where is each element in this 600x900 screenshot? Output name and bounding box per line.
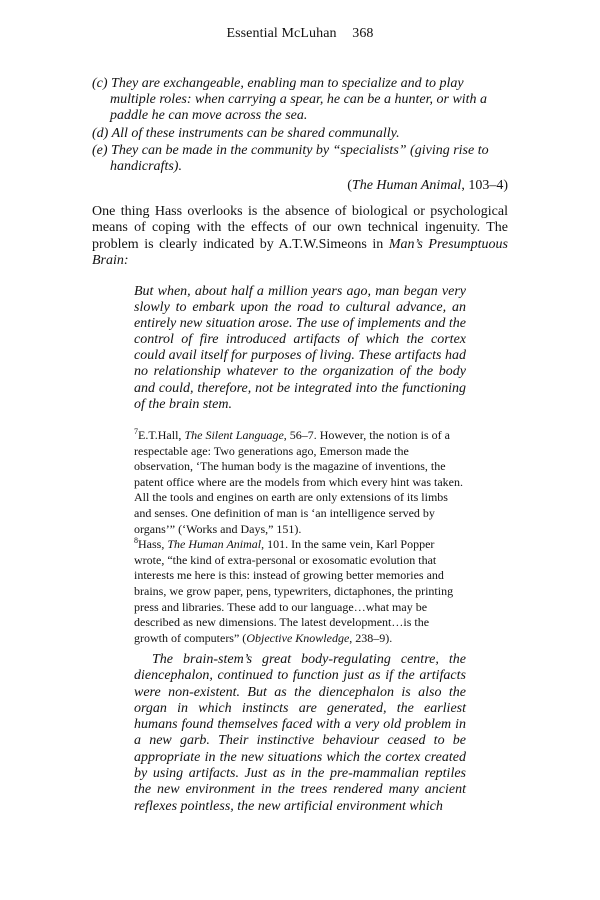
footnote-title: The Silent Language	[184, 428, 284, 442]
block-quote-diencephalon	[134, 652, 466, 815]
footnotes	[134, 428, 466, 646]
footnote	[134, 428, 466, 537]
footnote-text: , 56–7. However, the notion is of a respectable age: Two generations ago, Emerson made the observation, ‘The human body is the magazine of inventions, the patent office where are the models from which every hint was taken. All the tools and engines on earth are only extensions of its limbs and senses. One definition of man is ‘an intelligence served by organs’” (‘Works and Days,” 151).	[134, 428, 463, 536]
body-paragraph	[92, 204, 508, 270]
list-item-label: (e)	[92, 142, 108, 158]
list-item-label: (d)	[92, 125, 109, 141]
paragraph-text: One thing Hass overlooks is the absence of biological or psychological means of coping with the effects of our own technical ingenuity. The problem is clearly indicated by A.T.W.Simeons in	[92, 204, 508, 252]
running-header	[0, 26, 600, 42]
footnote-author: Hass,	[138, 537, 168, 552]
citation-pages: , 103–4)	[461, 178, 508, 193]
footnote-text: , 101. In the same vein, Karl Popper wrote, “the kind of extra-personal or exosomatic evolution that interests me here is this: instead of growing better memories and brains, we grow paper, pens, typewriters, dictaphones, the printing press and libraries. These add to our language…what may be described as new dimensions. The latest development…is the growth of computers” (	[134, 537, 454, 645]
instrument-properties-list	[92, 76, 512, 176]
citation-title: The Human Animal	[351, 178, 462, 193]
list-item	[92, 76, 512, 125]
paragraph-book-title: Man’s Presumptuous Brain:	[92, 236, 508, 269]
footnote-title-2: Objective Knowledge	[246, 630, 350, 645]
list-item-text: They are exchangeable, enabling man to specialize and to play multiple roles: when carrying a spear, he can be a hunter, or with a paddle he can move across the sea.	[110, 76, 488, 124]
footnote-number: 7	[134, 427, 138, 436]
list-item	[92, 143, 512, 175]
list-item-text: All of these instruments can be shared communally.	[111, 125, 400, 141]
list-item-label: (c)	[92, 76, 108, 91]
footnote	[134, 537, 466, 646]
list-item	[92, 126, 512, 142]
header-title: Essential McLuhan	[226, 26, 337, 41]
source-citation: (The Human Animal, 103–4)	[347, 178, 508, 193]
footnote-tail: , 238–9).	[349, 630, 393, 645]
list-item-text: They can be made in the community by “specialists” (giving rise to handicrafts).	[110, 142, 489, 175]
footnote-number: 8	[134, 536, 138, 546]
footnote-title: The Human Animal	[167, 537, 262, 552]
quote2-text: The brain-stem’s great body-regulating centre, the diencephalon, continued to function just as if the artifacts were non-existent. But as the diencephalon is also the organ in which instincts are generated, the earliest humans found themselves faced with a very old problem in a new garb. Their instinctive behaviour ceased to be appropriate in the new situations which the cortex created by using artifacts. Just as in the pre-mammalian reptiles the new environment in the trees rendered many ancient reflexes pointless, the new artificial environment which	[134, 652, 466, 814]
page-number: 368	[352, 26, 374, 41]
footnote-author: E.T.Hall,	[138, 428, 185, 442]
block-quote-simeons: But when, about half a million years ago, man began very slowly to embark upon the road to cultural advance, an entirely new situation arose. The use of implements and the control of fire introduced artifacts of which the cortex could avail itself for purposes of living. These artifacts had no relationship whatever to the organization of the body and could, therefore, not be integrated into the functioning of the brain stem.	[134, 284, 466, 412]
